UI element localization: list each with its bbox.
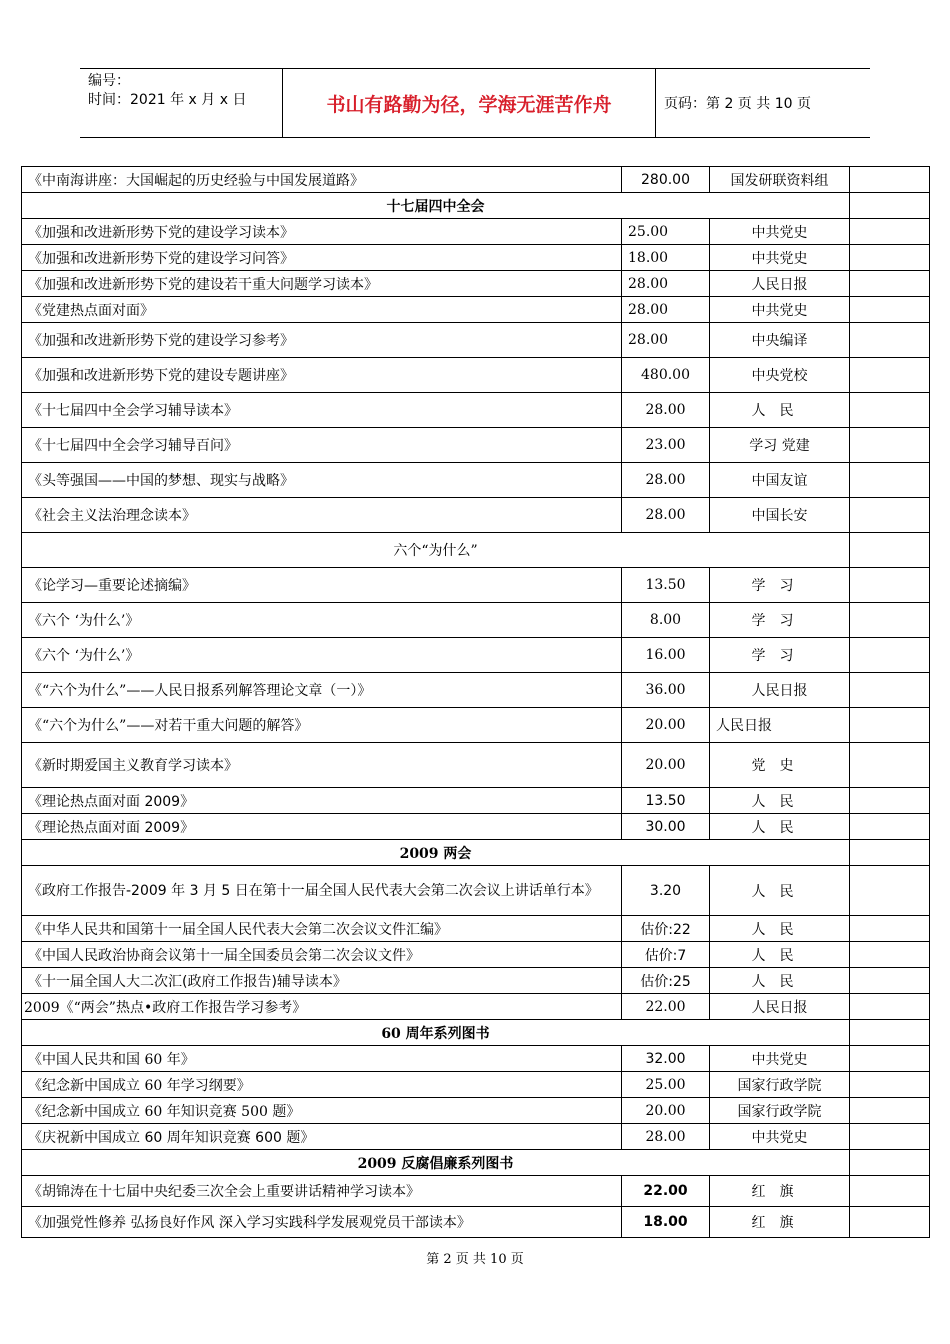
empty-cell (850, 297, 930, 323)
empty-cell (850, 638, 930, 673)
header-motto: 书山有路勤为径，学海无涯苦作舟 (282, 69, 656, 137)
book-publisher: 中央编译 (710, 323, 850, 358)
doc-date: 时间：2021 年 x 月 x 日 (88, 92, 247, 108)
empty-cell (850, 271, 930, 297)
page-header (80, 68, 870, 138)
book-title: 《“六个为什么”——人民日报系列解答理论文章（一）》 (22, 673, 622, 708)
book-title: 《中南海讲座：大国崛起的历史经验与中国发展道路》 (22, 167, 622, 193)
book-title: 《十七届四中全会学习辅导读本》 (22, 393, 622, 428)
book-publisher: 人民日报 (710, 673, 850, 708)
empty-cell (850, 1124, 930, 1150)
book-publisher: 国家行政学院 (710, 1098, 850, 1124)
table-row (22, 994, 930, 1020)
book-price: 280.00 (622, 167, 710, 193)
book-publisher: 人民 (710, 393, 850, 428)
table-row (22, 638, 930, 673)
empty-cell (850, 743, 930, 788)
book-title: 《社会主义法治理念读本》 (22, 498, 622, 533)
book-title: 《党建热点面对面》 (22, 297, 622, 323)
empty-cell (850, 1098, 930, 1124)
book-title: 《理论热点面对面 2009》 (22, 814, 622, 840)
table-row (22, 393, 930, 428)
book-price: 3.20 (622, 866, 710, 916)
section-heading: 六个“为什么” (22, 533, 850, 568)
book-publisher: 人民 (710, 788, 850, 814)
book-publisher: 学习 党建 (710, 428, 850, 463)
book-publisher: 中央党校 (710, 358, 850, 393)
empty-cell (850, 1150, 930, 1176)
book-publisher: 中共党史 (710, 219, 850, 245)
book-price: 18.00 (622, 245, 710, 271)
table-row (22, 498, 930, 533)
table-row (22, 788, 930, 814)
book-price: 28.00 (622, 393, 710, 428)
book-publisher: 人民日报 (710, 271, 850, 297)
book-list-table (21, 166, 930, 1238)
page-footer: 第 2 页 共 10 页 (426, 1252, 524, 1267)
book-publisher: 中共党史 (710, 1046, 850, 1072)
book-publisher: 中共党史 (710, 245, 850, 271)
table-row (22, 1098, 930, 1124)
book-title: 《六个 ‘为什么’》 (22, 638, 622, 673)
book-publisher: 人民 (710, 916, 850, 942)
book-title: 《六个 ‘为什么’》 (22, 603, 622, 638)
book-price: 30.00 (622, 814, 710, 840)
book-title: 《纪念新中国成立 60 年知识竞赛 500 题》 (22, 1098, 622, 1124)
book-title: 《政府工作报告-2009 年 3 月 5 日在第十一届全国人民代表大会第二次会议上讲话单行本》 (22, 866, 622, 916)
header-page-info: 页码：第 2 页 共 10 页 (664, 96, 811, 112)
book-publisher: 中国长安 (710, 498, 850, 533)
book-title: 《加强和改进新形势下党的建设学习参考》 (22, 323, 622, 358)
book-price: 36.00 (622, 673, 710, 708)
book-price: 20.00 (622, 708, 710, 743)
section-row (22, 533, 930, 568)
section-heading: 60 周年系列图书 (22, 1020, 850, 1046)
book-price: 20.00 (622, 1098, 710, 1124)
table-row (22, 297, 930, 323)
empty-cell (850, 1072, 930, 1098)
book-publisher: 学习 (710, 638, 850, 673)
book-publisher: 党史 (710, 743, 850, 788)
table-row (22, 323, 930, 358)
table-row (22, 673, 930, 708)
section-row (22, 1020, 930, 1046)
empty-cell (850, 1020, 930, 1046)
book-price: 28.00 (622, 498, 710, 533)
book-price: 估价:25 (622, 968, 710, 994)
empty-cell (850, 245, 930, 271)
empty-cell (850, 866, 930, 916)
book-price: 28.00 (622, 323, 710, 358)
section-row (22, 840, 930, 866)
empty-cell (850, 323, 930, 358)
book-price: 20.00 (622, 743, 710, 788)
table-row (22, 814, 930, 840)
table-row (22, 219, 930, 245)
book-publisher: 红旗 (710, 1176, 850, 1207)
book-publisher: 中共党史 (710, 297, 850, 323)
book-publisher: 国家行政学院 (710, 1072, 850, 1098)
table-row (22, 916, 930, 942)
empty-cell (850, 814, 930, 840)
book-title: 《加强党性修养 弘扬良好作风 深入学习实践科学发展观党员干部读本》 (22, 1207, 622, 1238)
empty-cell (850, 840, 930, 866)
section-heading: 2009 两会 (22, 840, 850, 866)
section-row (22, 1150, 930, 1176)
table-row (22, 968, 930, 994)
book-publisher: 人民 (710, 814, 850, 840)
table-row (22, 1072, 930, 1098)
book-price: 22.00 (622, 1176, 710, 1207)
table-row (22, 1207, 930, 1238)
empty-cell (850, 393, 930, 428)
empty-cell (850, 463, 930, 498)
book-price: 13.50 (622, 788, 710, 814)
empty-cell (850, 1176, 930, 1207)
book-publisher: 人民日报 (710, 994, 850, 1020)
book-publisher: 人民 (710, 866, 850, 916)
empty-cell (850, 428, 930, 463)
table-row (22, 743, 930, 788)
empty-cell (850, 533, 930, 568)
table-row (22, 568, 930, 603)
table-row (22, 708, 930, 743)
table-row (22, 603, 930, 638)
book-title: 《加强和改进新形势下党的建设学习问答》 (22, 245, 622, 271)
book-price: 28.00 (622, 297, 710, 323)
empty-cell (850, 673, 930, 708)
book-title: 《中国人民政治协商会议第十一届全国委员会第二次会议文件》 (22, 942, 622, 968)
book-title: 《中华人民共和国第十一届全国人民代表大会第二次会议文件汇编》 (22, 916, 622, 942)
empty-cell (850, 568, 930, 603)
empty-cell (850, 942, 930, 968)
empty-cell (850, 167, 930, 193)
book-price: 8.00 (622, 603, 710, 638)
empty-cell (850, 788, 930, 814)
book-price: 估价:22 (622, 916, 710, 942)
book-publisher: 学习 (710, 568, 850, 603)
empty-cell (850, 358, 930, 393)
table-row (22, 1046, 930, 1072)
book-publisher: 学习 (710, 603, 850, 638)
empty-cell (850, 219, 930, 245)
book-price: 480.00 (622, 358, 710, 393)
table-row (22, 245, 930, 271)
doc-number-label: 编号： (88, 73, 130, 89)
book-title: 《十一届全国人大二次汇(政府工作报告)辅导读本》 (22, 968, 622, 994)
table-row (22, 463, 930, 498)
book-title: 《纪念新中国成立 60 年学习纲要》 (22, 1072, 622, 1098)
book-price: 28.00 (622, 463, 710, 498)
book-price: 13.50 (622, 568, 710, 603)
table-row (22, 271, 930, 297)
empty-cell (850, 193, 930, 219)
table-row (22, 358, 930, 393)
book-price: 16.00 (622, 638, 710, 673)
table-row (22, 428, 930, 463)
book-publisher: 人民 (710, 942, 850, 968)
book-title: 《十七届四中全会学习辅导百问》 (22, 428, 622, 463)
book-title: 《加强和改进新形势下党的建设专题讲座》 (22, 358, 622, 393)
section-row (22, 193, 930, 219)
book-publisher: 人民日报 (710, 708, 850, 743)
book-publisher: 红旗 (710, 1207, 850, 1238)
empty-cell (850, 603, 930, 638)
book-title: 《加强和改进新形势下党的建设若干重大问题学习读本》 (22, 271, 622, 297)
empty-cell (850, 708, 930, 743)
book-title: 《加强和改进新形势下党的建设学习读本》 (22, 219, 622, 245)
table-row (22, 1124, 930, 1150)
book-title: 《理论热点面对面 2009》 (22, 788, 622, 814)
book-title: 2009《“两会”热点•政府工作报告学习参考》 (22, 994, 622, 1020)
book-title: 《庆祝新中国成立 60 周年知识竞赛 600 题》 (22, 1124, 622, 1150)
book-price: 25.00 (622, 1072, 710, 1098)
empty-cell (850, 968, 930, 994)
book-price: 22.00 (622, 994, 710, 1020)
book-price: 23.00 (622, 428, 710, 463)
empty-cell (850, 1207, 930, 1238)
book-publisher: 人民 (710, 968, 850, 994)
header-meta (80, 69, 282, 137)
table-row (22, 942, 930, 968)
book-publisher: 中国友谊 (710, 463, 850, 498)
book-price: 28.00 (622, 1124, 710, 1150)
empty-cell (850, 916, 930, 942)
section-heading: 2009 反腐倡廉系列图书 (22, 1150, 850, 1176)
book-price: 25.00 (622, 219, 710, 245)
book-publisher: 中共党史 (710, 1124, 850, 1150)
book-publisher: 国发研联资料组 (710, 167, 850, 193)
empty-cell (850, 994, 930, 1020)
book-price: 18.00 (622, 1207, 710, 1238)
table-row (22, 866, 930, 916)
book-price: 32.00 (622, 1046, 710, 1072)
table-row (22, 1176, 930, 1207)
book-title: 《新时期爱国主义教育学习读本》 (22, 743, 622, 788)
book-title: 《胡锦涛在十七届中央纪委三次全会上重要讲话精神学习读本》 (22, 1176, 622, 1207)
book-price: 估价:7 (622, 942, 710, 968)
empty-cell (850, 1046, 930, 1072)
empty-cell (850, 498, 930, 533)
book-price: 28.00 (622, 271, 710, 297)
book-title: 《头等强国——中国的梦想、现实与战略》 (22, 463, 622, 498)
book-title: 《论学习—重要论述摘编》 (22, 568, 622, 603)
book-title: 《中国人民共和国 60 年》 (22, 1046, 622, 1072)
book-title: 《“六个为什么”——对若干重大问题的解答》 (22, 708, 622, 743)
section-heading: 十七届四中全会 (22, 193, 850, 219)
table-row (22, 167, 930, 193)
